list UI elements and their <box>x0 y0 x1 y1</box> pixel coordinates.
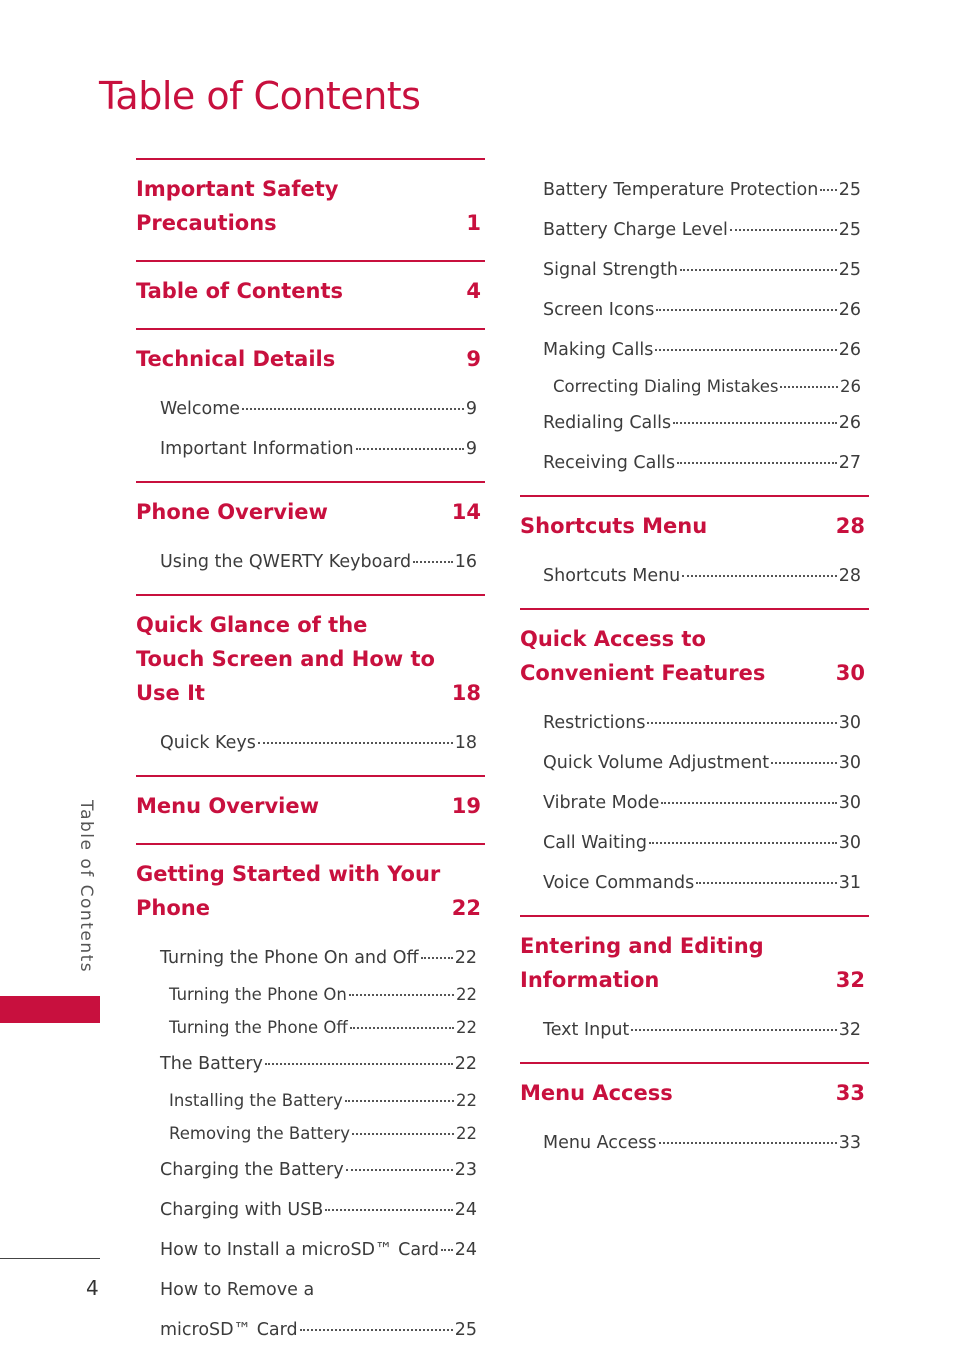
toc-entry[interactable] <box>520 370 869 403</box>
toc-entry[interactable] <box>136 429 485 469</box>
toc-entry[interactable] <box>520 250 869 290</box>
dot-leader <box>677 462 837 464</box>
toc-section-page: 30 <box>835 661 865 685</box>
dot-leader <box>680 269 837 271</box>
dot-leader <box>647 722 836 724</box>
toc-section-title: Quick Glance of the Touch Screen and How to Use It <box>136 613 435 705</box>
dot-leader <box>350 1027 454 1029</box>
toc-entry-label: Menu Access <box>543 1133 657 1153</box>
toc-entry-page: 22 <box>456 1018 477 1037</box>
toc-section <box>520 915 869 1062</box>
dot-leader <box>780 386 838 388</box>
toc-entry-label: Welcome <box>160 399 241 419</box>
toc-entry-page: 33 <box>838 1133 861 1153</box>
toc-entry[interactable] <box>520 743 869 783</box>
toc-entry-page: 22 <box>456 1091 477 1110</box>
toc-entry[interactable] <box>520 403 869 443</box>
toc-entry-label: The Battery <box>160 1054 263 1074</box>
dot-leader <box>682 575 836 577</box>
toc-entry[interactable] <box>520 170 869 210</box>
footer-rule <box>0 1258 100 1259</box>
toc-entry[interactable] <box>520 290 869 330</box>
toc-entry-label: Text Input <box>543 1020 630 1040</box>
toc-entry[interactable] <box>136 1011 485 1044</box>
toc-section-title: Table of Contents <box>136 279 344 303</box>
toc-entry-page: 22 <box>456 1124 477 1143</box>
dot-leader <box>356 448 464 450</box>
dot-leader <box>730 229 837 231</box>
toc-section-page: 32 <box>835 968 865 992</box>
toc-section-page: 28 <box>835 514 865 538</box>
toc-entry[interactable] <box>136 938 485 978</box>
toc-entry-label: Signal Strength <box>543 260 679 280</box>
toc-entry-label: Quick Keys <box>160 733 256 753</box>
section-tab-marker <box>0 996 100 1023</box>
toc-section-heading[interactable] <box>136 777 485 823</box>
toc-entry-label: Redialing Calls <box>543 413 672 433</box>
toc-section-page: 19 <box>451 794 481 818</box>
dot-leader <box>265 1063 453 1065</box>
toc-entry-label: Turning the Phone Off <box>169 1018 348 1037</box>
toc-entry-label: Vibrate Mode <box>543 793 660 813</box>
dot-leader <box>413 561 453 563</box>
toc-entry[interactable] <box>520 783 869 823</box>
toc-entry[interactable] <box>520 1123 869 1163</box>
page-title: Table of Contents <box>99 74 421 118</box>
toc-entry-page: 9 <box>465 439 477 459</box>
toc-section-heading[interactable] <box>520 497 869 543</box>
toc-section <box>136 158 485 260</box>
dot-leader <box>659 1142 837 1144</box>
toc-entry[interactable] <box>136 978 485 1011</box>
toc-entry-page: 24 <box>454 1240 477 1260</box>
toc-entry[interactable] <box>520 863 869 903</box>
dot-leader <box>820 189 836 191</box>
toc-section-title: Important Safety Precautions <box>136 177 339 235</box>
toc-section <box>136 328 485 481</box>
toc-entry-label: Making Calls <box>543 340 654 360</box>
toc-section-page: 14 <box>451 500 481 524</box>
toc-entry[interactable] <box>136 1117 485 1150</box>
toc-entry-page: 26 <box>838 340 861 360</box>
toc-entry-page: 25 <box>454 1320 477 1340</box>
toc-entry-page: 25 <box>838 180 861 200</box>
toc-entry-page: 30 <box>838 753 861 773</box>
toc-section <box>136 481 485 594</box>
toc-entry-label: How to Remove a <box>160 1280 315 1300</box>
toc-section-page: 22 <box>451 896 481 920</box>
toc-entry[interactable] <box>520 703 869 743</box>
toc-entry-label: Turning the Phone On and Off <box>160 948 419 968</box>
page-number: 4 <box>86 1276 99 1300</box>
toc-section-title: Quick Access to Convenient Features <box>520 627 766 685</box>
toc-section-page: 18 <box>451 681 481 705</box>
toc-section <box>520 1062 869 1175</box>
toc-entry-page: 31 <box>838 873 861 893</box>
toc-entry-page: 27 <box>838 453 861 473</box>
toc-section-title: Getting Started with Your Phone <box>136 862 441 920</box>
dot-leader <box>673 422 837 424</box>
dot-leader <box>421 957 453 959</box>
dot-leader <box>696 882 837 884</box>
toc-section-heading[interactable] <box>520 610 869 690</box>
toc-entry-label: Quick Volume Adjustment <box>543 753 770 773</box>
toc-entry-page: 28 <box>838 566 861 586</box>
toc-entry-page: 32 <box>838 1020 861 1040</box>
toc-entry-label: Call Waiting <box>543 833 647 853</box>
toc-section-page: 9 <box>466 347 481 371</box>
toc-entry-page: 30 <box>838 713 861 733</box>
toc-entry-page: 30 <box>838 793 861 813</box>
dot-leader <box>346 1169 453 1171</box>
toc-section-page: 33 <box>835 1081 865 1105</box>
toc-section <box>520 495 869 608</box>
toc-entry-label: How to Install a microSD™ Card <box>160 1240 440 1260</box>
toc-entry-label: Correcting Dialing Mistakes <box>553 377 779 396</box>
dot-leader <box>325 1209 452 1211</box>
dot-leader <box>661 802 836 804</box>
dot-leader <box>441 1249 453 1251</box>
toc-section <box>520 608 869 915</box>
toc-section-title: Phone Overview <box>136 500 328 524</box>
toc-entry-label: Using the QWERTY Keyboard <box>160 552 412 572</box>
toc-section <box>520 170 869 495</box>
toc-entry[interactable] <box>136 1310 485 1350</box>
toc-section-title: Entering and Editing Information <box>520 934 764 992</box>
dot-leader <box>655 349 836 351</box>
dot-leader <box>349 994 454 996</box>
toc-entry-page: 25 <box>838 260 861 280</box>
toc-entry[interactable] <box>136 389 485 429</box>
toc-section-page: 1 <box>466 211 481 235</box>
side-section-label: Table of Contents <box>76 800 96 974</box>
toc-entry[interactable] <box>136 723 485 763</box>
toc-entry[interactable] <box>520 823 869 863</box>
toc-section <box>136 843 485 1362</box>
toc-entry-page: 26 <box>838 413 861 433</box>
toc-section <box>136 594 485 775</box>
toc-entry-page: 23 <box>454 1160 477 1180</box>
toc-entry[interactable] <box>520 443 869 483</box>
toc-entry-page: 26 <box>840 377 861 396</box>
toc-entry-page: 9 <box>465 399 477 419</box>
toc-entry-page: 16 <box>454 552 477 572</box>
toc-entry[interactable] <box>520 210 869 250</box>
toc-entry[interactable] <box>136 1230 485 1270</box>
dot-leader <box>649 842 837 844</box>
toc-entry-label: Battery Charge Level <box>543 220 728 240</box>
toc-entry[interactable] <box>520 556 869 596</box>
dot-leader <box>258 742 453 744</box>
toc-section-heading[interactable] <box>520 1064 869 1110</box>
toc-entry-page: 24 <box>454 1200 477 1220</box>
toc-section-title: Menu Overview <box>136 794 320 818</box>
toc-entry[interactable] <box>136 542 485 582</box>
toc-entry[interactable] <box>520 1010 869 1050</box>
toc-entry[interactable] <box>136 1150 485 1190</box>
toc-entry-label: Voice Commands <box>543 873 695 893</box>
toc-section <box>136 775 485 843</box>
toc-entry-page: 22 <box>454 1054 477 1074</box>
toc-section-heading[interactable] <box>136 330 485 376</box>
toc-entry-label: Battery Temperature Protection <box>543 180 819 200</box>
toc-entry-label: Charging the Battery <box>160 1160 344 1180</box>
toc-entry[interactable] <box>136 1044 485 1084</box>
toc-entry-label: Important Information <box>160 439 354 459</box>
toc-left-column <box>136 158 485 1362</box>
toc-entry-label: microSD™ Card <box>160 1320 298 1340</box>
toc-entry-page: 22 <box>454 948 477 968</box>
toc-entry[interactable] <box>136 1270 485 1310</box>
toc-entry[interactable] <box>520 330 869 370</box>
toc-entry-page: 18 <box>454 733 477 753</box>
toc-entry-label: Restrictions <box>543 713 646 733</box>
toc-entry[interactable] <box>136 1084 485 1117</box>
toc-entry-label: Receiving Calls <box>543 453 676 473</box>
toc-section-title: Technical Details <box>136 347 336 371</box>
dot-leader <box>656 309 836 311</box>
toc-section-title: Shortcuts Menu <box>520 514 708 538</box>
toc-section-heading[interactable] <box>136 596 485 710</box>
dot-leader <box>631 1029 836 1031</box>
toc-entry-page: 22 <box>456 985 477 1004</box>
toc-entry-label: Shortcuts Menu <box>543 566 681 586</box>
toc-right-column <box>520 170 869 1175</box>
dot-leader <box>345 1100 454 1102</box>
dot-leader <box>242 408 464 410</box>
toc-section-heading[interactable] <box>136 160 485 240</box>
toc-section-heading[interactable] <box>136 483 485 529</box>
dot-leader <box>771 762 837 764</box>
toc-section <box>136 260 485 328</box>
toc-entry-page: 25 <box>838 220 861 240</box>
toc-section-title: Menu Access <box>520 1081 673 1105</box>
toc-entry-page: 30 <box>838 833 861 853</box>
dot-leader <box>300 1329 453 1331</box>
toc-entry-label: Removing the Battery <box>169 1124 350 1143</box>
toc-entry-page: 26 <box>838 300 861 320</box>
toc-section-heading[interactable] <box>136 845 485 925</box>
toc-section-heading[interactable] <box>136 262 485 308</box>
dot-leader <box>352 1133 454 1135</box>
toc-entry-label: Turning the Phone On <box>169 985 347 1004</box>
toc-section-page: 4 <box>466 279 481 303</box>
toc-entry[interactable] <box>136 1190 485 1230</box>
toc-entry-label: Screen Icons <box>543 300 655 320</box>
toc-section-heading[interactable] <box>520 917 869 997</box>
toc-entry-label: Charging with USB <box>160 1200 324 1220</box>
toc-entry-label: Installing the Battery <box>169 1091 343 1110</box>
